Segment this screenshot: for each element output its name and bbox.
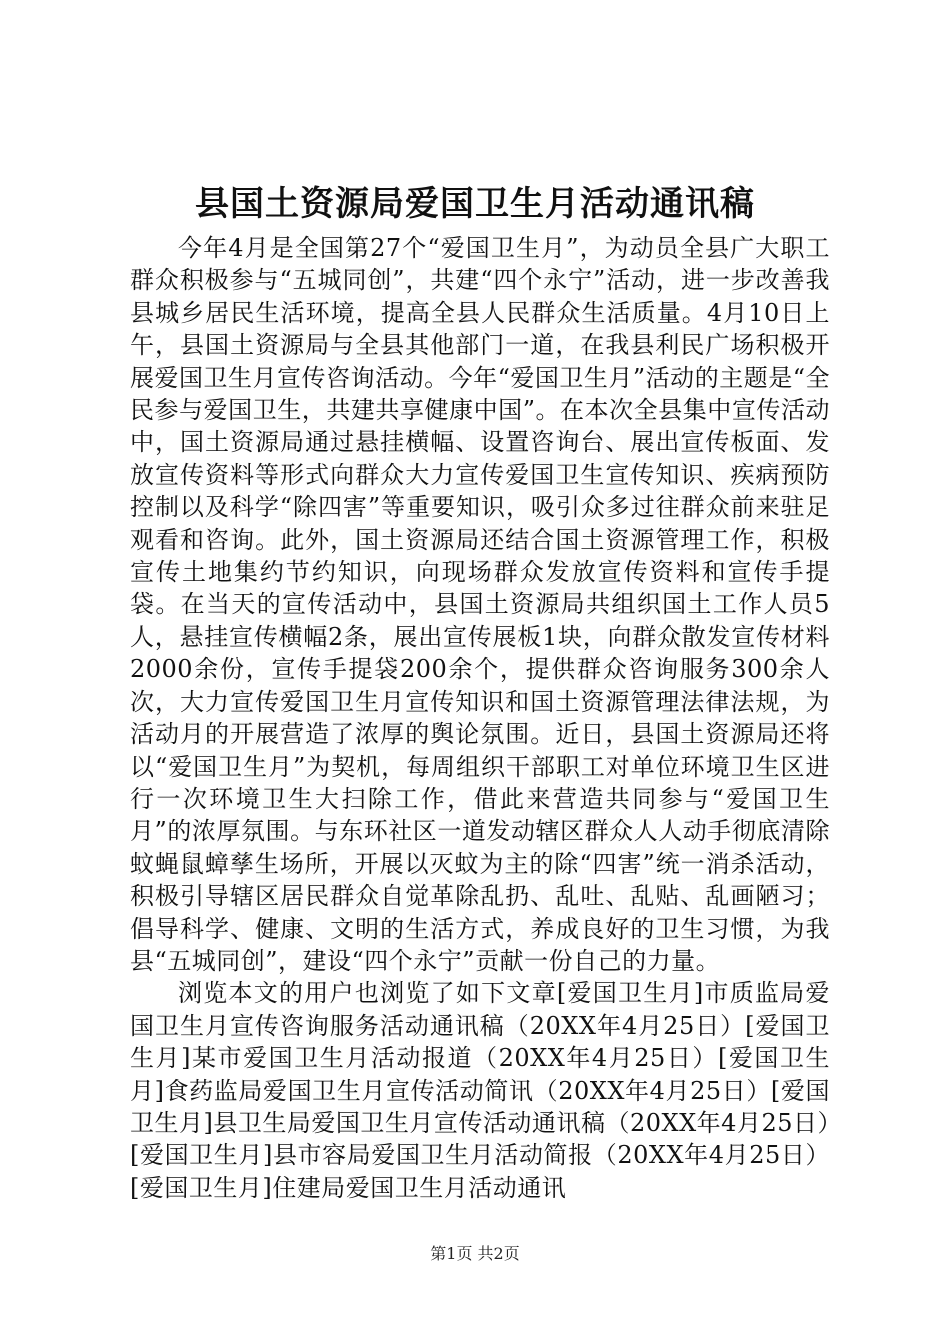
paragraph-main: 今年4月是全国第27个“爱国卫生月”，为动员全县广大职工群众积极参与“五城同创”，共建“四个永宁”活动，进一步改善我县城乡居民生活环境，提高全县人民群众生活质量。4月10日上午，县国土资源局与全县其他部门一道，在我县利民广场积极开展爱国卫生月宣传咨询活动。今年“爱国卫生月”活动的主题是“全民参与爱国卫生，共建共享健康中国”。在本次全县集中宣传活动中，国土资源局通过悬挂横幅、设置咨询台、展出宣传板面、发放宣传资料等形式向群众大力宣传爱国卫生宣传知识、疾病预防控制以及科学“除四害”等重要知识，吸引众多过往群众前来驻足观看和咨询。此外，国土资源局还结合国土资源管理工作，积极宣传土地集约节约知识，向现场群众发放宣传资料和宣传手提袋。在当天的宣传活动中，县国土资源局共组织国土工作人员5人，悬挂宣传横幅2条，展出宣传展板1块，向群众散发宣传材料2000余份，宣传手提袋200余个，提供群众咨询服务300余人次，大力宣传爱国卫生月宣传知识和国土资源管理法律法规，为活动月的开展营造了浓厚的舆论氛围。近日，县国土资源局还将以“爱国卫生月”为契机，每周组织干部职工对单位环境卫生区进行一次环境卫生大扫除工作，借此来营造共同参与“爱国卫生月”的浓厚氛围。与东环社区一道发动辖区群众人人动手彻底清除蚊蝇鼠蟑孳生场所，开展以灭蚊为主的除“四害”统一消杀活动，积极引导辖区居民群众自觉革除乱扔、乱吐、乱贴、乱画陋习；倡导科学、健康、文明的生活方式，养成良好的卫生习惯，为我县“五城同创”，建设“四个永宁”贡献一份自己的力量。: [130, 234, 830, 975]
document-body: [130, 232, 830, 1204]
page-number-footer: 第1页 共2页: [430, 1244, 520, 1263]
paragraph-related-articles: 浏览本文的用户也浏览了如下文章[爱国卫生月]市质监局爱国卫生月宣传咨询服务活动通讯稿（20XX年4月25日）[爱国卫生月]某市爱国卫生月活动报道（20XX年4月25日）[爱国卫生月]食药监局爱国卫生月宣传活动简讯（20XX年4月25日）[爱国卫生月]县卫生局爱国卫生月宣传活动通讯稿（20XX年4月25日）[爱国卫生月]县市容局爱国卫生月活动简报（20XX年4月25日）[爱国卫生月]住建局爱国卫生月活动通讯: [130, 979, 830, 1202]
document-title: 县国土资源局爱国卫生月活动通讯稿: [195, 184, 755, 224]
